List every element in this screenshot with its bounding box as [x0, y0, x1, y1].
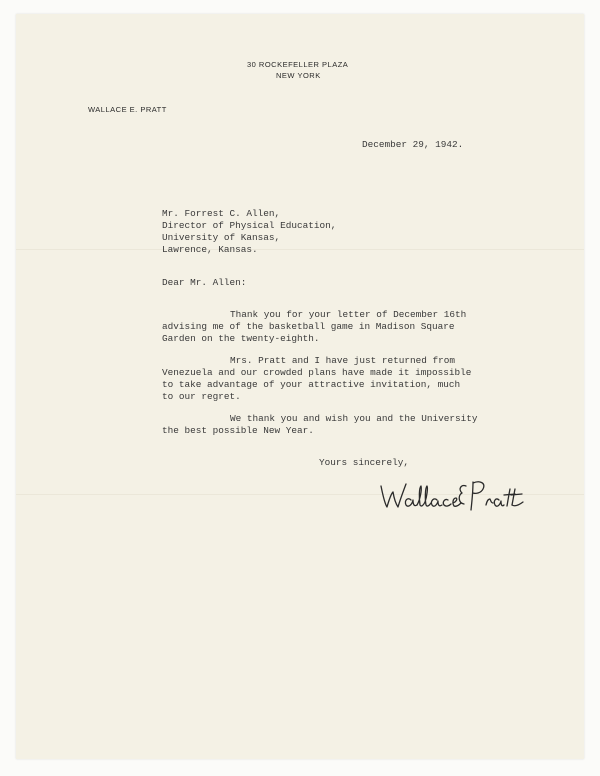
body-line: the best possible New Year.	[162, 425, 314, 436]
body-line: Thank you for your letter of December 16th	[230, 309, 467, 320]
letterhead-address-line1: 30 ROCKEFELLER PLAZA	[247, 60, 349, 69]
body-line: Venezuela and our crowded plans have made it impossible	[162, 367, 472, 378]
body-line: to take advantage of your attractive invitation, much	[162, 379, 461, 390]
recipient-line: Mr. Forrest C. Allen,	[162, 208, 281, 219]
letterhead-sender-name: WALLACE E. PRATT	[88, 105, 167, 114]
letterhead-address-line2: NEW YORK	[276, 71, 321, 80]
recipient-line: Director of Physical Education,	[162, 220, 337, 231]
closing: Yours sincerely,	[319, 457, 410, 468]
salutation: Dear Mr. Allen:	[162, 277, 247, 288]
handwritten-signature-icon	[378, 474, 528, 516]
recipient-line: Lawrence, Kansas.	[162, 244, 258, 255]
body-line: to our regret.	[162, 391, 241, 402]
body-line: Garden on the twenty-eighth.	[162, 333, 320, 344]
letter-date: December 29, 1942.	[362, 139, 464, 150]
fold-line	[16, 249, 584, 250]
body-line: We thank you and wish you and the University	[230, 413, 478, 424]
recipient-line: University of Kansas,	[162, 232, 281, 243]
body-line: Mrs. Pratt and I have just returned from	[230, 355, 456, 366]
body-line: advising me of the basketball game in Madison Square	[162, 321, 455, 332]
